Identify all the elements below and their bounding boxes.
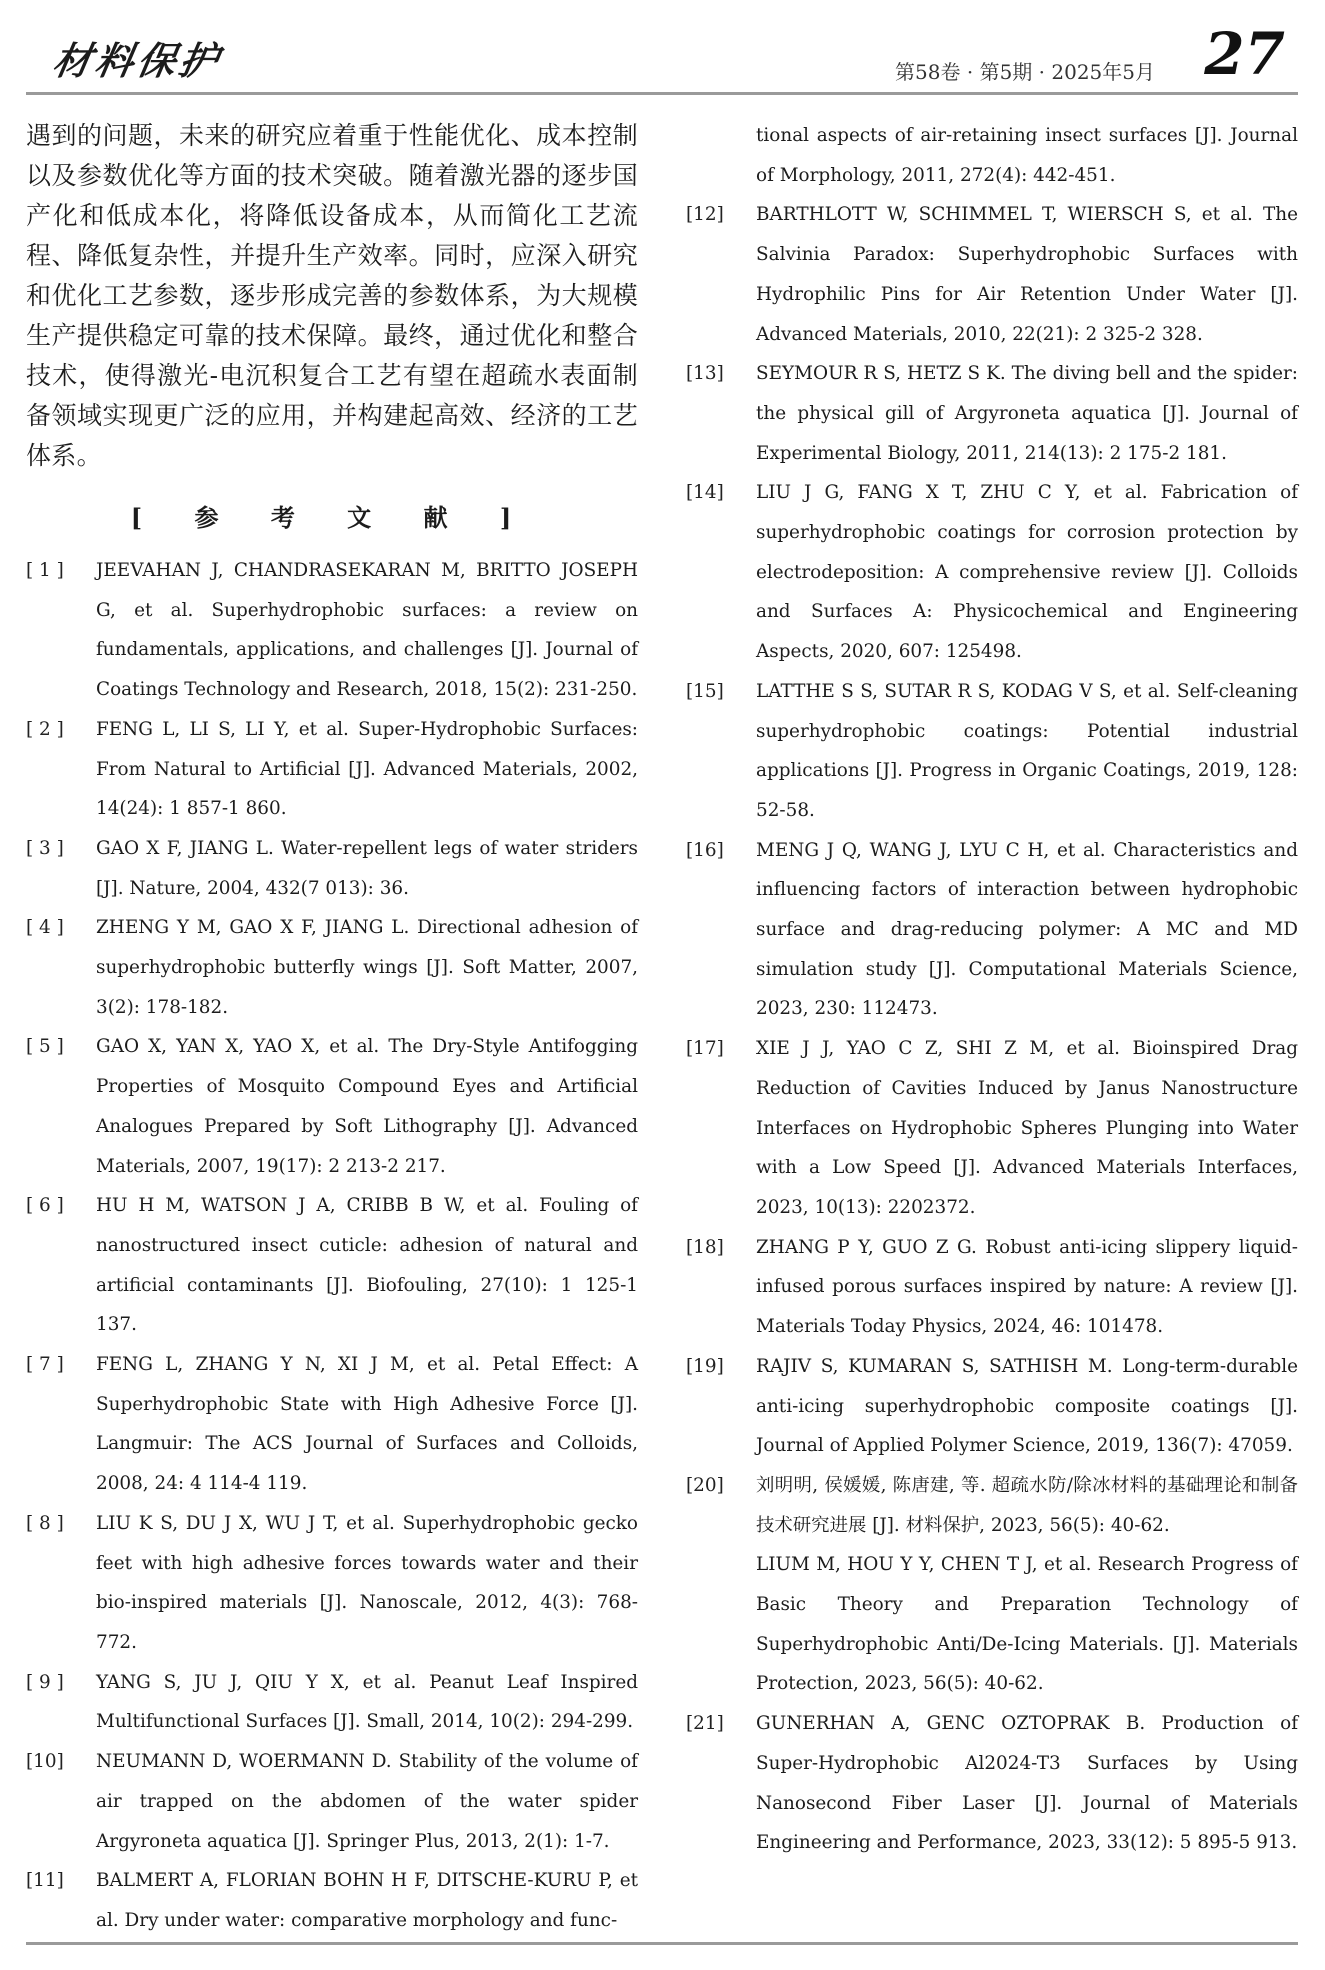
reference-text: BALMERT A, FLORIAN BOHN H F, DITSCHE-KURU P, et al. Dry under water: comparative morphology and func- xyxy=(96,1870,638,1931)
reference-text: FENG L, ZHANG Y N, XI J M, et al. Petal Effect: A Superhydrophobic State with High Adhesive Force [J]. Langmuir: The ACS Journal of Surfaces and Colloids, 2008, 24: 4 114-4 119. xyxy=(96,1354,638,1495)
reference-text: LIU K S, DU J X, WU J T, et al. Superhydrophobic gecko feet with high adhesive forces towards water and their bio-inspired materials [J]. Nanoscale, 2012, 4(3): 768-772. xyxy=(96,1512,638,1653)
reference-text: JEEVAHAN J, CHANDRASEKARAN M, BRITTO JOSEPH G, et al. Superhydrophobic surfaces: a review on fundamentals, applications, and challenges [J]. Journal of Coatings Technology and Research, 2018, 15(2): 231-250. xyxy=(96,560,638,701)
reference-20-english: LIUM M, HOU Y Y, CHEN T J, et al. Research Progress of Basic Theory and Preparation Technology of Superhydrophobic Anti/De-Icing Materials. [J]. Materials Protection, 2023, 56(5): 40-62. xyxy=(756,1554,1298,1695)
left-column xyxy=(26,116,638,1941)
reference-item xyxy=(26,1027,638,1186)
page-header xyxy=(0,0,1325,100)
reference-number: [12] xyxy=(686,204,724,226)
footer-rule xyxy=(26,1942,1298,1945)
reference-text: HU H M, WATSON J A, CRIBB B W, et al. Fouling of nanostructured insect cuticle: adhesion of natural and artificial contaminants [J]. Biofouling, 27(10): 1 125-1 137. xyxy=(96,1195,638,1336)
reference-text: LATTHE S S, SUTAR R S, KODAG V S, et al. Self-cleaning superhydrophobic coatings: Potential industrial applications [J]. Progress in Organic Coatings, 2019, 128: 52-58. xyxy=(756,680,1298,821)
references-list-left xyxy=(26,551,638,1941)
reference-item xyxy=(26,1504,638,1663)
journal-logo: 材料保护 xyxy=(49,39,226,83)
reference-text: XIE J J, YAO C Z, SHI Z M, et al. Bioinspired Drag Reduction of Cavities Induced by Janus Nanostructure Interfaces on Hydrophobic Spheres Plunging into Water with a Low Speed [J]. Advanced Materials Interfaces, 2023, 10(13): 2202372. xyxy=(756,1038,1298,1218)
issue-info: 第58卷 · 第5期 · 2025年5月 xyxy=(895,60,1155,84)
reference-text: NEUMANN D, WOERMANN D. Stability of the volume of air trapped on the abdomen of the water spider Argyroneta aquatica [J]. Springer Plus, 2013, 2(1): 1-7. xyxy=(96,1751,638,1852)
reference-item xyxy=(26,1345,638,1504)
reference-text: LIU J G, FANG X T, ZHU C Y, et al. Fabrication of superhydrophobic coatings for corrosion protection by electrodeposition: A comprehensive review [J]. Colloids and Surfaces A: Physicochemical and Engineering Aspects, 2020, 607: 125498. xyxy=(756,482,1298,663)
reference-item xyxy=(26,1742,638,1861)
reference-text: GUNERHAN A, GENC OZTOPRAK B. Production of Super-Hydrophobic Al2024-T3 Surfaces by Using Nanosecond Fiber Laser [J]. Journal of Materials Engineering and Performance, 2023, 33(12): 5 895-5 913. xyxy=(756,1713,1298,1854)
reference-item xyxy=(686,195,1298,354)
reference-number: [20] xyxy=(686,1474,724,1496)
reference-11-continuation: tional aspects of air-retaining insect surfaces [J]. Journal of Morphology, 2011, 272(4): 442-451. xyxy=(756,125,1298,186)
references-heading: [ 参 考 文 献 ] xyxy=(130,503,534,532)
reference-number: [13] xyxy=(686,363,724,385)
reference-number: [ 9 ] xyxy=(26,1671,64,1693)
reference-number: [ 6 ] xyxy=(26,1195,64,1217)
reference-item xyxy=(26,551,638,710)
reference-number: [ 3 ] xyxy=(26,837,64,859)
reference-item xyxy=(686,1704,1298,1863)
reference-text: FENG L, LI S, LI Y, et al. Super-Hydrophobic Surfaces: From Natural to Artificial [J]. Advanced Materials, 2002, 14(24): 1 857-1 860. xyxy=(96,718,638,820)
reference-text: MENG J Q, WANG J, LYU C H, et al. Characteristics and influencing factors of interaction between hydrophobic surface and drag-reducing polymer: A MC and MD simulation study [J]. Computational Materials Science, 2023, 230: 112473. xyxy=(756,839,1298,1020)
reference-number: [ 7 ] xyxy=(26,1354,64,1376)
reference-item xyxy=(686,1228,1298,1347)
reference-number: [21] xyxy=(686,1713,724,1735)
reference-item xyxy=(686,1029,1298,1228)
reference-number: [15] xyxy=(686,680,724,702)
reference-number: [ 4 ] xyxy=(26,917,64,939)
reference-text: ZHENG Y M, GAO X F, JIANG L. Directional adhesion of superhydrophobic butterfly wings [J]. Soft Matter, 2007, 3(2): 178-182. xyxy=(96,917,638,1018)
header-rule xyxy=(26,92,1298,95)
reference-number: [14] xyxy=(686,482,724,504)
reference-text: GAO X, YAN X, YAO X, et al. The Dry-Style Antifogging Properties of Mosquito Compound Eyes and Artificial Analogues Prepared by Soft Lithography [J]. Advanced Materials, 2007, 19(17): 2 213-2 217. xyxy=(96,1036,638,1177)
reference-item xyxy=(686,672,1298,831)
reference-item xyxy=(26,710,638,829)
reference-text: ZHANG P Y, GUO Z G. Robust anti-icing slippery liquid-infused porous surfaces inspired by nature: A review [J]. Materials Today Physics, 2024, 46: 101478. xyxy=(756,1236,1298,1338)
reference-number: [18] xyxy=(686,1236,724,1258)
reference-number: [10] xyxy=(26,1751,64,1773)
reference-number: [ 5 ] xyxy=(26,1036,64,1058)
reference-item xyxy=(26,829,638,908)
reference-number: [ 2 ] xyxy=(26,718,64,740)
reference-item xyxy=(26,1186,638,1345)
reference-number: [ 8 ] xyxy=(26,1512,64,1534)
reference-item xyxy=(686,1347,1298,1466)
reference-item xyxy=(686,473,1298,672)
reference-text: BARTHLOTT W, SCHIMMEL T, WIERSCH S, et al. The Salvinia Paradox: Superhydrophobic Surfaces with Hydrophilic Pins for Air Retention Under Water [J]. Advanced Materials, 2010, 22(21): 2 325-2 328. xyxy=(756,204,1298,345)
right-column xyxy=(686,116,1298,1863)
reference-item xyxy=(686,1466,1298,1545)
reference-item xyxy=(26,908,638,1027)
references-list-right xyxy=(686,195,1298,1545)
body-paragraph: 遇到的问题，未来的研究应着重于性能优化、成本控制以及参数优化等方面的技术突破。随着激光器的逐步国产化和低成本化，将降低设备成本，从而简化工艺流程、降低复杂性，并提升生产效率。同时，应深入研究和优化工艺参数，逐步形成完善的参数体系，为大规模生产提供稳定可靠的技术保障。最终，通过优化和整合技术，使得激光-电沉积复合工艺有望在超疏水表面制备领域实现更广泛的应用，并构建起高效、经济的工艺体系。 xyxy=(26,121,638,470)
reference-number: [16] xyxy=(686,839,724,861)
reference-text: SEYMOUR R S, HETZ S K. The diving bell and the spider: the physical gill of Argyroneta aquatica [J]. Journal of Experimental Biology, 2011, 214(13): 2 175-2 181. xyxy=(756,363,1298,464)
page-number: 27 xyxy=(1204,20,1285,88)
reference-item xyxy=(686,354,1298,473)
reference-number: [11] xyxy=(26,1870,64,1892)
reference-number: [ 1 ] xyxy=(26,560,64,581)
reference-item xyxy=(26,1861,638,1940)
reference-text: RAJIV S, KUMARAN S, SATHISH M. Long-term-durable anti-icing superhydrophobic composite coatings [J]. Journal of Applied Polymer Science, 2019, 136(7): 47059. xyxy=(756,1355,1298,1457)
reference-text: GAO X F, JIANG L. Water-repellent legs of water striders [J]. Nature, 2004, 432(7 013): 36. xyxy=(96,837,638,899)
reference-item xyxy=(686,831,1298,1030)
reference-item xyxy=(26,1663,638,1742)
reference-text: YANG S, JU J, QIU Y X, et al. Peanut Leaf Inspired Multifunctional Surfaces [J]. Small, 2014, 10(2): 294-299. xyxy=(96,1671,638,1733)
reference-number: [19] xyxy=(686,1355,724,1377)
reference-number: [17] xyxy=(686,1038,724,1060)
reference-text: 刘明明, 侯媛媛, 陈唐建, 等. 超疏水防/除冰材料的基础理论和制备技术研究进展 [J]. 材料保护, 2023, 56(5): 40-62. xyxy=(756,1474,1298,1536)
